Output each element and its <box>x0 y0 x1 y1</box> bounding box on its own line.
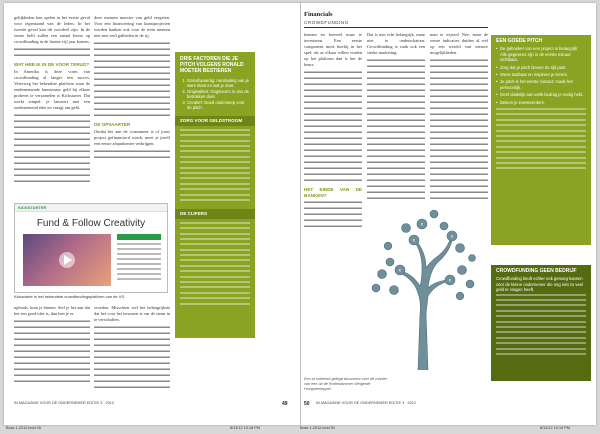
factor-item: 3. Creatief: Goed onderwerp voor de pitch. <box>187 100 250 111</box>
pitch-tip-item: • Wees tastbaar en inspireer je lezers. <box>496 72 586 77</box>
video-thumbnail <box>23 234 111 286</box>
slug-left: Boss 1-2012.indd 49 <box>6 426 41 430</box>
right-col1-text: kennen en hoeveel maar te investeren. Een eerste component moet hierbij in het spel: als ze elkaar willen vinden op het platform dan is het de beurs. <box>304 32 362 67</box>
pitch-tip-item: • De gebruiker van een project is belangrijk: Alle gegevens zijn in de eerste minuut zichtbaar. <box>496 46 586 62</box>
slug-date-right: 8/13/12 10:19 PM <box>540 426 570 430</box>
left-column-1-bottom <box>14 305 90 385</box>
svg-text:€: € <box>398 267 402 273</box>
svg-text:€: € <box>450 233 454 239</box>
left-col2-bottom-text: vroeden. Misschien wel het belangrijkste dat het voor het bewaren is om de steun in te verschaffen. <box>94 305 170 322</box>
money-tree-illustration <box>360 204 486 370</box>
svg-text:€: € <box>448 277 452 283</box>
illustration-caption: Een al ontleend gelegd document over de manier van een uit de Rotterdammer Weigerde Hoogsterkeppel. <box>304 377 387 391</box>
pitch-box-title: EEN GOEDE PITCH <box>496 38 543 44</box>
left-column-2-bottom <box>94 305 170 391</box>
right-subheader: CROWDFUNDING <box>304 20 349 25</box>
factor-item: 1. Geloofwaardig: Aansluiting van je ware klant en wat je doet. <box>187 78 250 89</box>
box-bar-2: DE CIJFERS <box>175 209 255 218</box>
header-rule <box>304 27 488 28</box>
pitch-tip-item: • Je pitch is het eerste contact: maak het persoonlijk. <box>496 79 586 90</box>
magazine-spread <box>4 3 596 425</box>
right-column-1 <box>304 32 362 230</box>
right-header: Financials <box>304 11 333 18</box>
box-bar-1: ZORG VOOR GELDSTROOM <box>175 116 255 125</box>
pitch-tip-item: • Geef duidelijk aan welk bedrag je nodig hebt. <box>496 92 586 97</box>
right-col2-text: Dat is niet echt belangrijk, maar niet te onderschatten. Crowdfunding is vaak ook een sterke marketing. <box>367 32 425 55</box>
left-col1-mid: In Amerika is deze vorm van crowdfunding al langer een succes. Verreweg het bekendste platform waar de ondernemende kunstenaar geld bij elkaar probeert te verzamelen is Kickstarter. Dat werkt simpel: je lanceert met een ondernemend idee en vraagt om geld. <box>14 69 90 110</box>
left-col1-text: gelijkheden kan spelen in het eerste geval voor tegenstand van de leden. In het tweede geval kan dit voordeel zijn. In de eerste helft zullen een aantal lezers op crowdfunding in de laatste vijf jaar komen. <box>14 15 90 44</box>
pitch-tips-box <box>491 35 591 245</box>
left-column-1 <box>14 15 90 185</box>
screenshot-caption: Kickstarter is het bekendste crowdfundingsplatform van de VS. <box>14 294 126 299</box>
right-footer: IN MAGAZINE VOOR DE ONDERNEMER EDITIE 3 · 2012 <box>316 401 417 405</box>
right-col3-text: man te wijzen! Nee, maar de eerste indicaties duiden al wel op een wereld van nieuwe mogelijkheden. <box>430 32 488 55</box>
factors-box-title: DRIE FACTOREN DIE JE PITCH VOLGENS RONALD MOETEN BESTIEREN <box>180 56 244 74</box>
pitch-tip-item: • Zorg dat je pitch binnen de tijd past. <box>496 65 586 70</box>
play-icon <box>23 234 111 286</box>
left-section-heading-2: DE OPVAARTER <box>94 122 131 127</box>
svg-text:€: € <box>420 221 424 227</box>
right-column-2 <box>367 32 425 202</box>
left-col2-mid: Omdat het aan de consument is of jouw project gefinancierd wordt, moet je jezelf een eerste afsprakenter verkrijgen. <box>94 129 170 146</box>
right-column-3 <box>430 32 488 202</box>
factors-list <box>175 76 255 112</box>
left-footer: IN MAGAZINE VOOR DE ONDERNEMER EDITIE 3 · 2012 <box>14 401 115 405</box>
left-col2-text: deze mensen massier van geld vergeten. Voor een financiering van kunstprojecten worden banken ook voor de trein mensen niet met veel gulheden in de rij. <box>94 15 170 38</box>
crowdfunding-box-text: Crowdfunding biedt echter ook genoeg kansen voor de kleine ondernemer die nog niet zo veel geld te vragen heeft. <box>496 276 584 293</box>
kickstarter-headline: Fund & Follow Creativity <box>36 218 146 229</box>
crowdfunding-box-title: CROWDFUNDING GEEN BEDRIJF <box>496 268 577 274</box>
factor-item: 2. Originaliteit: Oogstvorm in van de betrokken doel. <box>187 89 250 100</box>
pitch-tip-item: • Beloon je investeerders. <box>496 100 586 105</box>
factors-sidebar-box <box>175 52 255 338</box>
left-column-2 <box>94 15 170 161</box>
kickstarter-logo: KICKSTARTER <box>15 204 167 212</box>
kickstarter-screenshot <box>14 203 168 293</box>
left-section-heading-1: WAT HEB IK IN DE VOOR TERUG? <box>14 62 90 67</box>
slug-right: Boss 1-2012.indd 50 <box>300 426 335 430</box>
page-fold <box>300 3 301 425</box>
slug-date-left: 8/13/12 10:18 PM <box>230 426 260 430</box>
left-col1-bottom-text: uploads, kom je binnen. Stel je het aan dat het een goed idee is, dan ben je er. <box>14 305 90 316</box>
svg-text:€: € <box>412 237 416 243</box>
left-page-number: 49 <box>282 401 288 407</box>
crowdfunding-box <box>491 265 591 381</box>
right-section-heading: HET EINDE VAN DE BANKEN? <box>304 187 362 198</box>
kickstarter-sidebar <box>117 234 161 283</box>
right-page-number: 50 <box>304 401 310 407</box>
